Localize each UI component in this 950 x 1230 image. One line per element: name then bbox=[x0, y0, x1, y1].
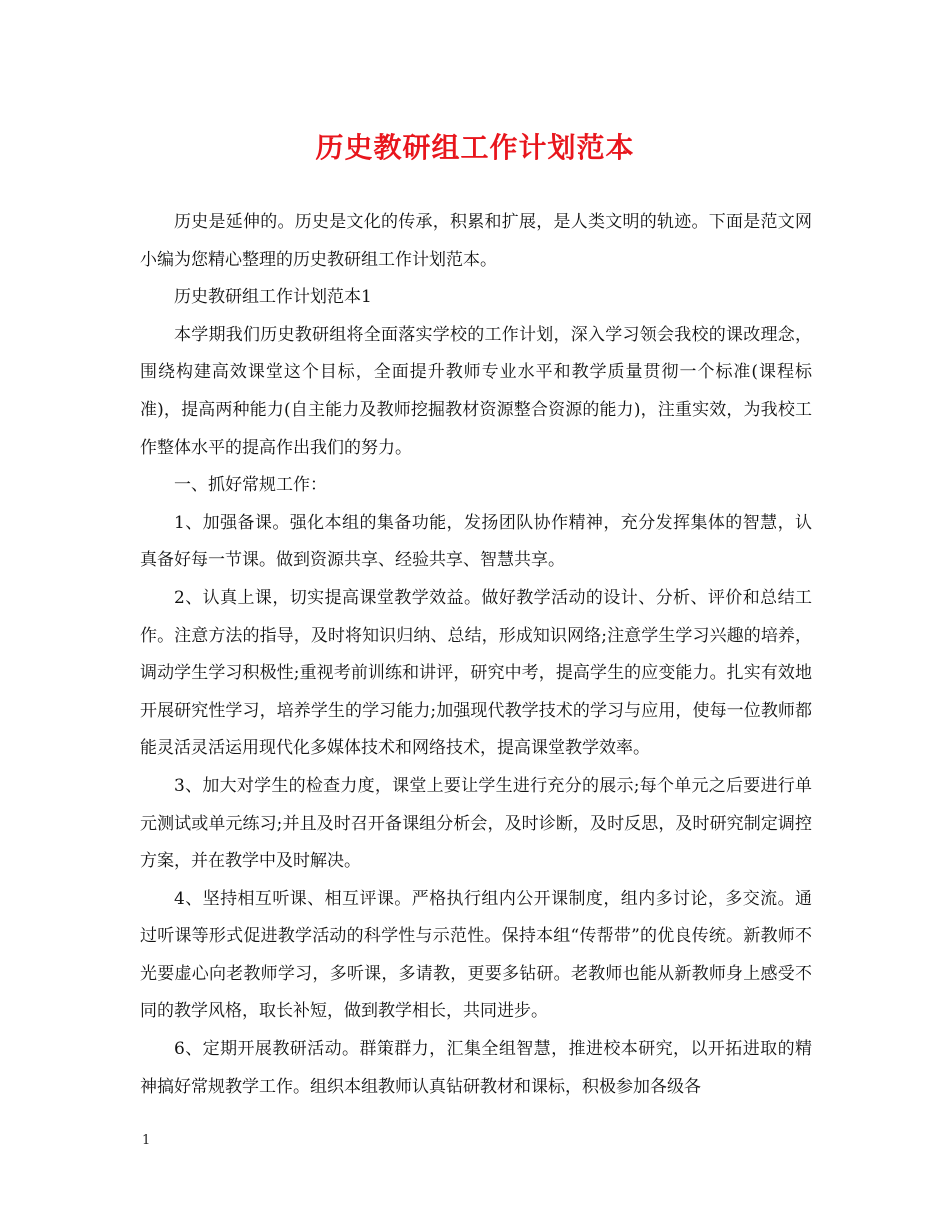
document-body bbox=[140, 204, 812, 1106]
paragraph-item-2: 2、认真上课，切实提高课堂教学效益。做好教学活动的设计、分析、评价和总结工作。注意方法的指导，及时将知识归纳、总结，形成知识网络;注意学生学习兴趣的培养，调动学生学习积极性;重视考前训练和讲评，研究中考，提高学生的应变能力。扎实有效地开展研究性学习，培养学生的学习能力;加强现代教学技术的学习与应用，使每一位教师都能灵活灵活运用现代化多媒体技术和网络技术，提高课堂教学效率。 bbox=[140, 587, 812, 759]
page-title: 历史教研组工作计划范本 bbox=[315, 131, 635, 164]
paragraph-item-4: 4、坚持相互听课、相互评课。严格执行组内公开课制度，组内多讨论，多交流。通过听课等形式促进教学活动的科学性与示范性。保持本组“传帮带”的优良传统。新教师不光要虚心向老教师学习，多听课，多请教，更要多钻研。老教师也能从新教师身上感受不同的教学风格，取长补短，做到教学相长，共同进步。 bbox=[140, 888, 812, 1022]
paragraph-item-6: 6、定期开展教研活动。群策群力，汇集全组智慧，推进校本研究，以开拓进取的精神搞好常规教学工作。组织本组教师认真钻研教材和课标，积极参加各级各 bbox=[140, 1039, 812, 1097]
paragraph-item-1: 1、加强备课。强化本组的集备功能，发扬团队协作精神，充分发挥集体的智慧，认真备好每一节课。做到资源共享、经验共享、智慧共享。 bbox=[140, 512, 812, 571]
paragraph-item-3: 3、加大对学生的检查力度，课堂上要让学生进行充分的展示;每个单元之后要进行单元测试或单元练习;并且及时召开备课组分析会，及时诊断，及时反思，及时研究制定调控方案，并在教学中及时解决。 bbox=[140, 775, 812, 872]
section-heading: 一、抓好常规工作： bbox=[174, 475, 327, 496]
paragraph-subtitle: 历史教研组工作计划范本1 bbox=[174, 287, 372, 308]
paragraph-overview: 本学期我们历史教研组将全面落实学校的工作计划，深入学习领会我校的课改理念，围绕构建高效课堂这个目标，全面提升教师专业水平和教学质量贯彻一个标准(课程标准)，提高两种能力(自主能力及教师挖掘教材资源整合资源的能力)，注重实效，为我校工作整体水平的提高作出我们的努力。 bbox=[140, 324, 812, 458]
paragraph-intro: 历史是延伸的。历史是文化的传承，积累和扩展，是人类文明的轨迹。下面是范文网小编为您精心整理的历史教研组工作计划范本。 bbox=[140, 212, 812, 270]
page-number: 1 bbox=[142, 1133, 151, 1148]
